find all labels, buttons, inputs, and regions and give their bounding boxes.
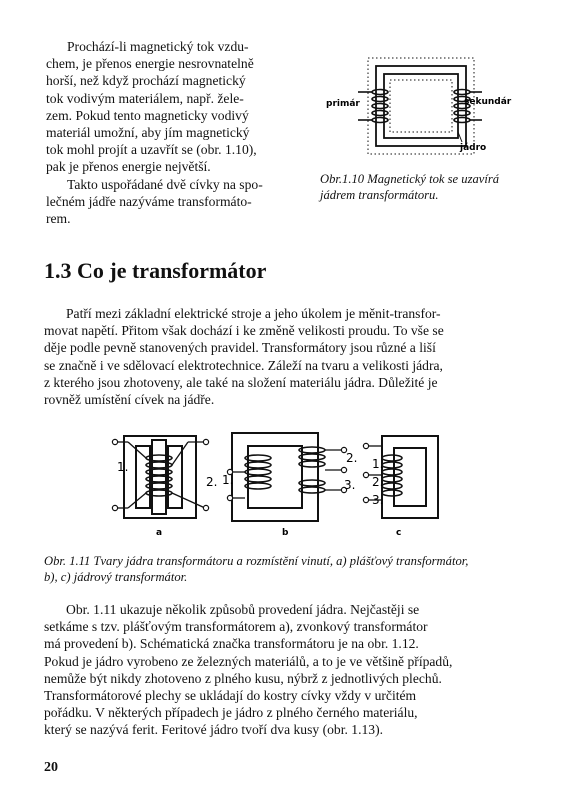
caption-line: Obr. 1.11 Tvary jádra transformátoru a rozmístění vinutí, a) plášťový transformátor, [44,554,469,568]
text-line: zem. Pokud tento magneticky vodivý [46,107,249,123]
figure-1-10-transformer-diagram [320,48,520,168]
text-line: rovněž umístění cívek na jádře. [44,392,215,408]
text-line: movat napětí. Přitom však dochází i ke změně velikosti proudu. To vše se [44,323,444,339]
label-primary: primár [326,99,360,109]
fig-c-label: c [396,528,402,538]
text-line: tok vodivým materiálem, např. žele- [46,90,244,106]
text-line: z kterého jsou zhotoveny, ale také na složení materiálu jádra. Důležité je [44,374,438,390]
text-line: tok mohl projít a uzavřít se (obr. 1.10), [46,142,257,158]
fig-c-winding-1: 1. [372,457,384,471]
fig-b-winding-2: 2. [346,451,358,465]
text-line: lečném jádře nazýváme transformáto- [46,193,252,209]
caption-line: jádrem transformátoru. [320,188,439,202]
text-line: chem, je přenos energie nesrovnatelně [46,56,254,72]
fig-b-label: b [282,528,289,538]
text-line: má provedení b). Schématická značka transformátoru je na obr. 1.12. [44,636,419,652]
text-line: pak je přenos energie největší. [46,159,211,175]
text-line: Patří mezi základní elektrické stroje a jeho úkolem je měnit-transfor- [66,306,441,321]
caption-line: b), c) jádrový transformátor. [44,570,188,584]
text-line: Pokud je jádro vyrobeno ze železných materiálů, a to je ve většině případů, [44,653,453,669]
text-line: pořádku. V některých případech je jádro z plného černého materiálu, [44,705,418,721]
fig-a-winding-1: 1. [117,460,129,474]
fig-a-winding-2: 2. [206,475,218,489]
paragraph-2 [44,601,528,739]
text-line: Obr. 1.11 ukazuje několik způsobů provedení jádra. Nejčastěji se [66,602,420,617]
intro-paragraph [46,38,301,227]
text-line: se značně i ve sdělovací elektrotechnice. Záleží na tvaru a velikosti jádra, [44,357,443,373]
fig-c-winding-3: 3. [372,493,384,507]
figure-1-11-caption [44,553,468,585]
figure-1-11-core-shapes [110,424,450,544]
text-line: nemůže být nikdy zhotoveno z plného kusu, nýbrž z jednotlivých plechů. [44,670,442,686]
fig-b-winding-1: 1. [222,473,234,487]
text-line: rem. [46,211,71,227]
fig-a-label: a [156,528,163,538]
core-shape-b [232,433,342,521]
page-number: 20 [44,760,58,775]
label-secondary: sekundár [464,97,512,107]
text-line: který se nazývá ferit. Feritové jádro tvoří dva kusy (obr. 1.13). [44,722,383,738]
core-shape-a [116,436,205,518]
text-line: děje podle pevně stanovených pravidel. Transformátory jsou různé a liší [44,340,436,356]
paragraph-1 [44,305,528,408]
text-line: Takto uspořádané dvě cívky na spo- [67,176,263,192]
section-heading: 1.3 Co je transformátor [44,258,267,283]
figure-1-10-caption [320,171,499,203]
text-line: Transformátorové plechy se ukládají do kostry cívky vždy v určitém [44,688,417,704]
text-line: setkáme s tzv. plášťovým transformátorem a), zvonkový transformátor [44,619,428,635]
caption-line: Obr.1.10 Magnetický tok se uzavírá [320,172,500,186]
label-core: jádro [460,143,487,153]
fig-b-winding-3: 3. [344,478,356,492]
text-line: Prochází-li magnetický tok vzdu- [67,39,249,54]
fig-c-winding-2: 2. [372,475,384,489]
text-line: materiál umožní, aby jím magnetický [46,125,250,141]
text-line: horší, než když prochází magnetický [46,73,246,89]
